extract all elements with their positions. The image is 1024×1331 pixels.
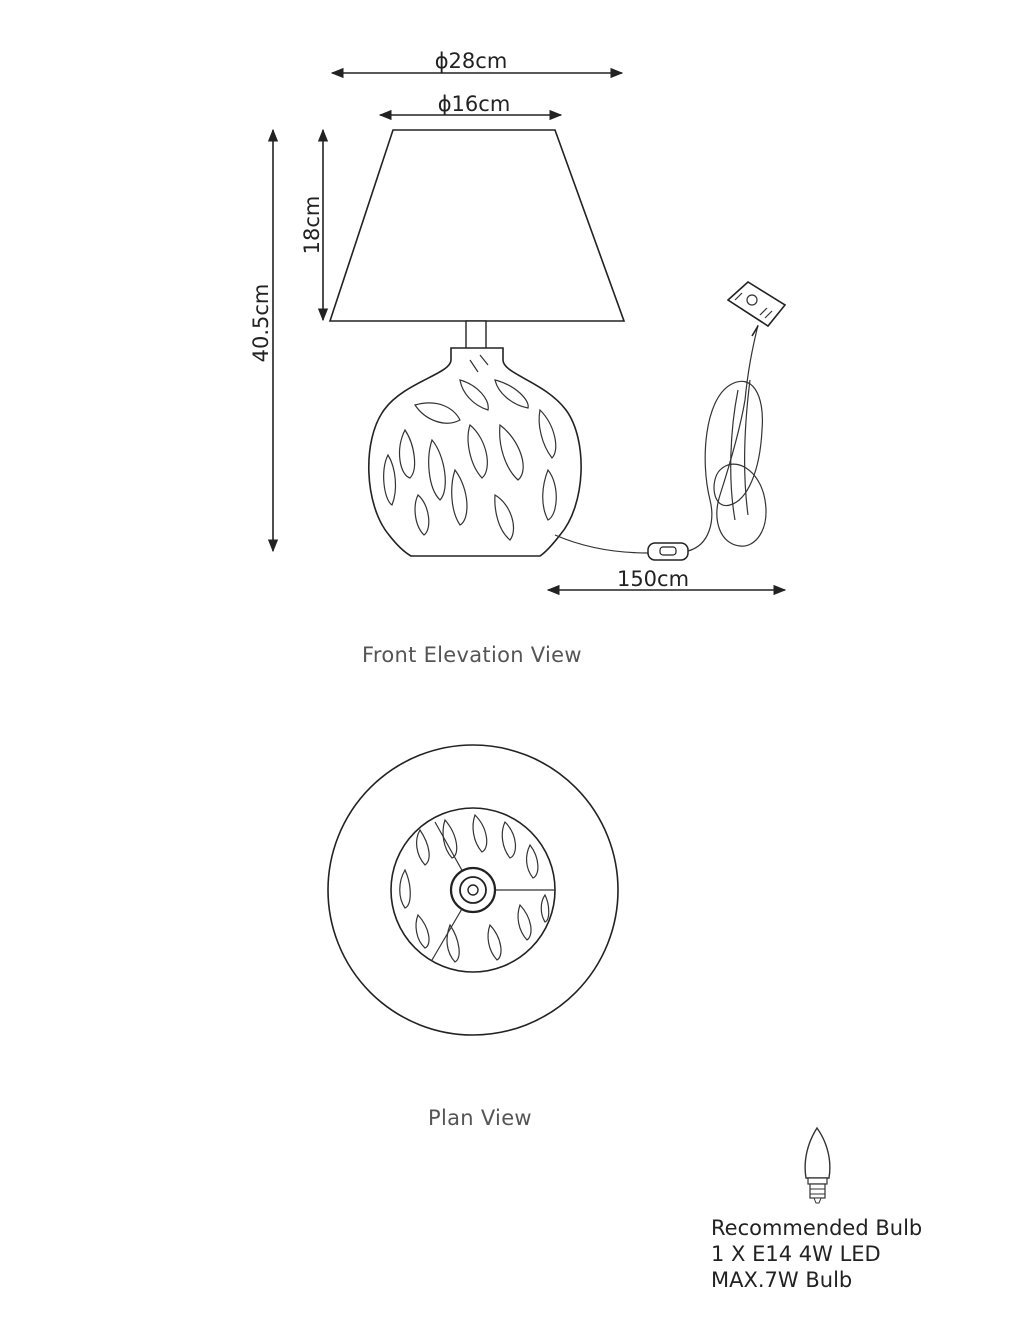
plan-view-caption: Plan View	[428, 1106, 532, 1130]
front-elevation-caption: Front Elevation View	[362, 643, 582, 667]
dimension-label-total-height: 40.5cm	[249, 283, 273, 363]
dimension-label-shade-bottom: ϕ28cm	[434, 49, 508, 73]
dimension-cable-length	[548, 567, 785, 591]
dimension-label-cable-length: 150cm	[616, 567, 690, 591]
power-plug	[728, 282, 785, 336]
bulb-max-wattage: MAX.7W Bulb	[711, 1268, 853, 1292]
dimension-total-height	[249, 130, 273, 551]
dimension-shade-height	[300, 130, 324, 320]
dimension-shade-top	[380, 92, 561, 116]
lamp-plan-view	[328, 745, 618, 1035]
lamp-stem	[466, 321, 486, 349]
candle-bulb-icon	[805, 1128, 830, 1203]
dimension-label-shade-height: 18cm	[300, 195, 324, 255]
lamp-base-vase	[369, 348, 581, 556]
bulb-recommendation-title: Recommended Bulb	[711, 1216, 923, 1240]
bulb-spec-line: 1 X E14 4W LED	[711, 1242, 881, 1266]
dimension-label-shade-top: ϕ16cm	[437, 92, 511, 116]
dimension-shade-bottom	[332, 49, 622, 73]
lamp-front-elevation	[330, 130, 785, 560]
lamp-shade	[330, 130, 624, 321]
